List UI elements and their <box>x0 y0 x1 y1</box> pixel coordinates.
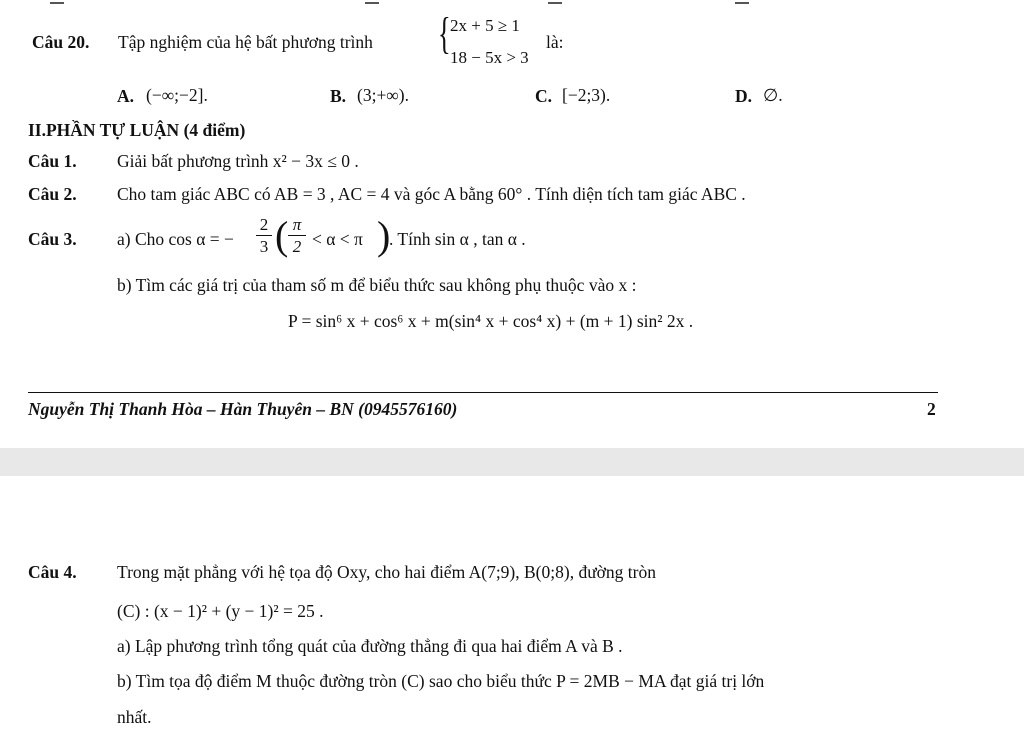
question-4-line-2: (C) : (x − 1)² + (y − 1)² = 25 . <box>117 601 324 621</box>
option-b-letter: B. <box>330 86 347 106</box>
paren-open: ( <box>275 213 289 258</box>
fraction-pi-half <box>288 216 306 255</box>
question-1-text: Giải bất phương trình x² − 3x ≤ 0 . <box>117 151 359 171</box>
fraction-2-bar <box>288 235 306 236</box>
system-line-1: 2x + 5 ≥ 1 <box>450 16 520 35</box>
option-c-value: [−2;3). <box>562 85 611 105</box>
fraction-2-numerator: π <box>292 215 302 234</box>
system-brace: { <box>438 9 451 58</box>
question-4b-text-2: nhất. <box>117 707 152 727</box>
cut-off-previous-line <box>0 0 1024 4</box>
option-d-value: ∅. <box>763 85 783 105</box>
document-page-2 <box>0 476 1024 744</box>
paren-close: ) <box>377 213 391 258</box>
question-2-label: Câu 2. <box>28 184 77 204</box>
footer-rule <box>28 392 938 393</box>
fraction-2-denominator: 2 <box>292 237 302 256</box>
page-number: 2 <box>927 399 936 419</box>
question-4-label: Câu 4. <box>28 562 77 582</box>
question-3b-text: b) Tìm các giá trị của tham số m để biểu thức sau không phụ thuộc vào x : <box>117 275 637 295</box>
section-title: II.PHẦN TỰ LUẬN (4 điểm) <box>28 120 246 140</box>
question-20-tail: là: <box>546 32 564 52</box>
option-d-letter: D. <box>735 86 753 106</box>
question-3b-formula: P = sin⁶ x + cos⁶ x + m(sin⁴ x + cos⁴ x) + (m + 1) sin² 2x . <box>288 311 694 331</box>
question-3a-inequality: < α < π <box>312 229 363 249</box>
question-20-text: Tập nghiệm của hệ bất phương trình <box>118 32 373 52</box>
fraction-1-denominator: 3 <box>259 237 269 256</box>
question-3a-suffix: . Tính sin α , tan α . <box>389 229 526 249</box>
option-a-letter: A. <box>117 86 135 106</box>
question-20-label: Câu 20. <box>32 32 90 52</box>
fraction-1-numerator: 2 <box>259 215 269 234</box>
fraction-two-thirds <box>256 216 272 255</box>
option-a-value: (−∞;−2]. <box>146 85 208 105</box>
question-4-line-1: Trong mặt phẳng với hệ tọa độ Oxy, cho hai điểm A(7;9), B(0;8), đường tròn <box>117 562 656 582</box>
option-c-letter: C. <box>535 86 553 106</box>
question-4b-text-1: b) Tìm tọa độ điểm M thuộc đường tròn (C) sao cho biểu thức P = 2MB − MA đạt giá trị lớn <box>117 671 765 691</box>
question-1-label: Câu 1. <box>28 151 77 171</box>
option-b-value: (3;+∞). <box>357 85 409 105</box>
system-line-2: 18 − 5x > 3 <box>450 48 529 67</box>
fraction-1-bar <box>256 235 272 236</box>
question-2-text: Cho tam giác ABC có AB = 3 , AC = 4 và góc A bằng 60° . Tính diện tích tam giác ABC . <box>117 184 746 204</box>
question-4a-text: a) Lập phương trình tổng quát của đường thẳng đi qua hai điểm A và B . <box>117 636 623 656</box>
footer-author: Nguyễn Thị Thanh Hòa – Hàn Thuyên – BN (0945576160) <box>28 399 458 419</box>
question-3a-prefix: a) Cho cos α = − <box>117 229 234 249</box>
question-3-label: Câu 3. <box>28 229 77 249</box>
